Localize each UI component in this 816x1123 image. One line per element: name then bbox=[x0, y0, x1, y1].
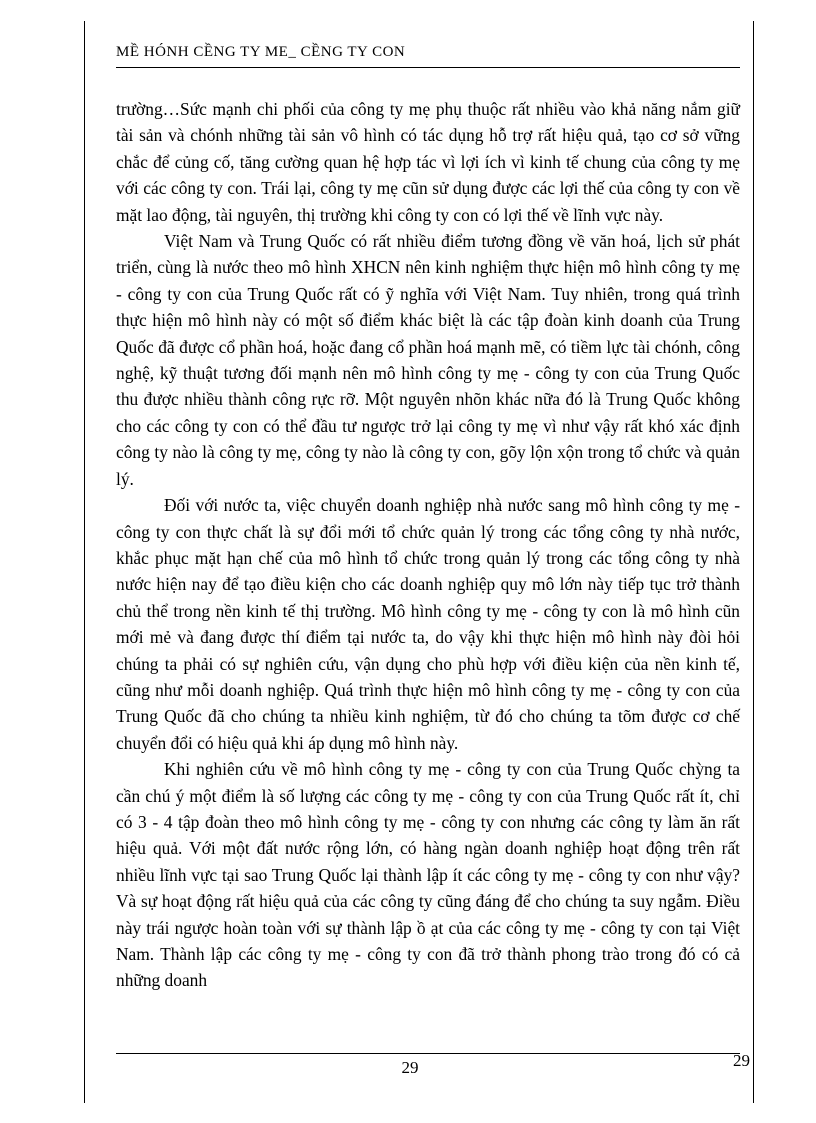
header-rule bbox=[116, 67, 740, 68]
document-body bbox=[116, 96, 740, 994]
footer-rule bbox=[116, 1053, 740, 1054]
running-header: MỀ HÓNH CỀNG TY ME_ CỀNG TY CON bbox=[116, 44, 406, 60]
paragraph-1: trường…Sức mạnh chi phối của công ty mẹ phụ thuộc rất nhiều vào khả năng nắm giữ tài sản và chónh những tài sản vô hình có tác dụng hỗ trợ rất hiệu quả, tạo cơ sở vững chắc để củng cố, tăng cường quan hệ hợp tác vì lợi ích vì kinh tế chung của công ty mẹ với các công ty con. Trái lại, công ty mẹ cũn sử dụng được các lợi thế của công ty con về mặt lao động, tài nguyên, thị trường khi công ty con có lợi thế về lĩnh vực này. bbox=[116, 99, 740, 225]
page-number-right: 29 bbox=[733, 1051, 750, 1070]
paragraph-2: Việt Nam và Trung Quốc có rất nhiều điểm tương đồng về văn hoá, lịch sử phát triển, cùng là nước theo mô hình XHCN nên kinh nghiệm thực hiện mô hình công ty mẹ - công ty con của Trung Quốc rất có ỹ nghĩa với Việt Nam. Tuy nhiên, trong quá trình thực hiện mô hình này có một số điểm khác biệt là các tập đoàn kinh doanh của Trung Quốc đã được cổ phần hoá, hoặc đang cổ phần hoá mạnh mẽ, có tiềm lực tài chónh, công nghệ, kỹ thuật tương đối mạnh nên mô hình công ty mẹ - công ty con của Trung Quốc thu được nhiều thành công rực rỡ. Một nguyên nhõn khác nữa đó là Trung Quốc không cho các công ty con có thể đầu tư ngược trở lại công ty mẹ vì như vậy rất khó xác định công ty nào là công ty mẹ, công ty nào là công ty con, gõy lộn xộn trong tổ chức và quản lý. bbox=[116, 231, 740, 489]
paragraph-3: Đối với nước ta, việc chuyển doanh nghiệp nhà nước sang mô hình công ty mẹ - công ty con thực chất là sự đổi mới tổ chức quản lý trong các tổng công ty nhà nước, khắc phục mặt hạn chế của mô hình tổ chức trong quản lý trong các tổng công ty nhà nước hiện nay để tạo điều kiện cho các doanh nghiệp quy mô lớn này tiếp tục trở thành chủ thể trong nền kinh tế thị trường. Mô hình công ty mẹ - công ty con là mô hình cũn mới mẻ và đang được thí điểm tại nước ta, do vậy khi thực hiện mô hình này đòi hỏi chúng ta phải có sự nghiên cứu, vận dụng cho phù hợp với điều kiện của nền kinh tế, cũng như mỗi doanh nghiệp. Quá trình thực hiện mô hình công ty mẹ - công ty con của Trung Quốc đã cho chúng ta nhiều kinh nghiệm, từ đó cho chúng ta tõm được cơ chế chuyển đổi có hiệu quả khi áp dụng mô hình này. bbox=[116, 495, 740, 753]
paragraph-4: Khi nghiên cứu về mô hình công ty mẹ - công ty con của Trung Quốc chỳng ta cần chú ý một điểm là số lượng các công ty mẹ - công ty con của Trung Quốc rất ít, chỉ có 3 - 4 tập đoàn theo mô hình công ty mẹ - công ty con nhưng các công ty làm ăn rất hiệu quả. Với một đất nước rộng lớn, có hàng ngàn doanh nghiệp hoạt động trên rất nhiều lĩnh vực tại sao Trung Quốc lại thành lập ít các công ty mẹ - công ty con như vậy? Và sự hoạt động rất hiệu quả của các công ty cũng đáng để cho chúng ta suy ngẫm. Điều này trái ngược hoàn toàn với sự thành lập ồ ạt của các công ty mẹ - công ty con tại Việt Nam. Thành lập các công ty mẹ - công ty con đã trở thành phong trào trong đó có cả những doanh bbox=[116, 759, 740, 991]
page-number-center: 29 bbox=[401, 1058, 419, 1077]
